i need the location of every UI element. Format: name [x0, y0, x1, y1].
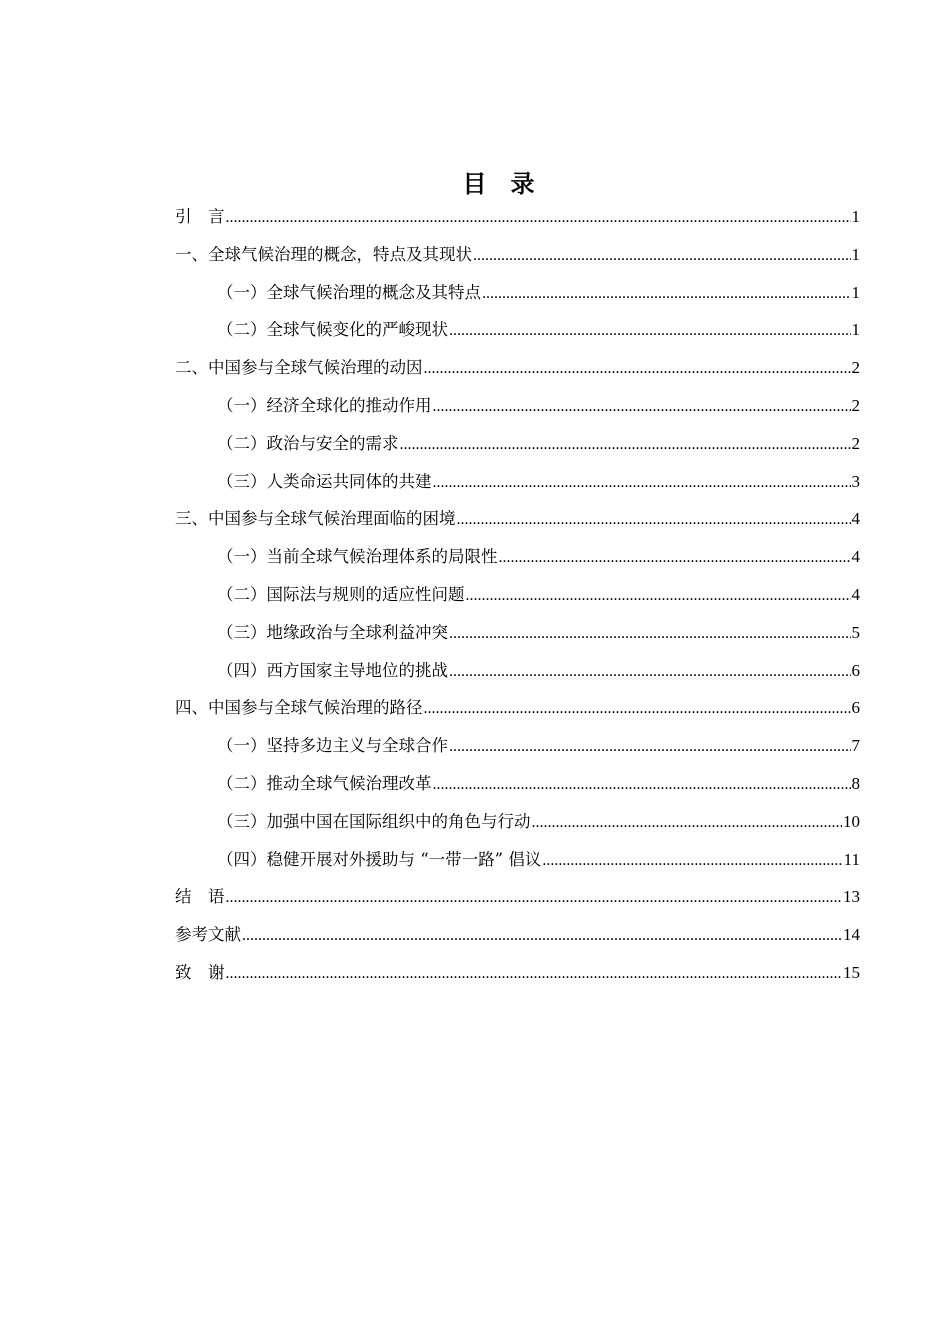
toc-entry[interactable] — [175, 803, 860, 841]
toc-title: 目 录 — [462, 170, 535, 199]
toc-dot-leader — [400, 426, 851, 464]
toc-page-number: 14 — [843, 925, 860, 945]
toc-dot-leader — [226, 955, 843, 993]
toc-page-number: 2 — [851, 433, 860, 453]
toc-dot-leader — [449, 653, 851, 691]
toc-entry[interactable] — [175, 727, 860, 765]
toc-dot-leader — [226, 199, 851, 237]
toc-dot-leader — [532, 804, 843, 842]
toc-dot-leader — [457, 501, 851, 539]
toc-entry-label: （四）稳健开展对外援助与 “一带一路” 倡议 — [217, 849, 542, 869]
toc-page-number: 4 — [851, 584, 860, 604]
toc-entry-label: 致 谢 — [175, 962, 225, 982]
toc-dot-leader — [242, 917, 842, 955]
toc-page-number: 1 — [851, 282, 860, 302]
toc-entry-label: 引 言 — [175, 207, 225, 226]
toc-entry[interactable] — [175, 236, 860, 274]
toc-page-number: 4 — [851, 509, 860, 529]
toc-entry[interactable] — [175, 463, 860, 501]
toc-entry[interactable] — [175, 500, 860, 538]
toc-entry-label: 结 语 — [175, 887, 225, 907]
toc-page-number: 2 — [851, 358, 860, 378]
toc-entry[interactable] — [175, 311, 860, 349]
toc-entry-label: （二）国际法与规则的适应性问题 — [217, 584, 465, 604]
toc-page-number: 1 — [851, 207, 860, 226]
toc-dot-leader — [424, 690, 851, 728]
toc-entry-label: 一、全球气候治理的概念，特点及其现状 — [175, 244, 472, 264]
toc-dot-leader — [226, 879, 843, 917]
toc-entry[interactable] — [175, 576, 860, 614]
toc-dot-leader — [433, 388, 851, 426]
toc-dot-leader — [473, 237, 851, 275]
toc-entry[interactable] — [175, 916, 860, 954]
toc-dot-leader — [433, 766, 851, 804]
toc-entry[interactable] — [175, 198, 860, 236]
toc-dot-leader — [449, 728, 851, 766]
toc-page-number: 2 — [851, 395, 860, 415]
toc-page-number: 1 — [851, 244, 860, 264]
toc-page-number: 8 — [851, 773, 860, 793]
toc-entry-label: 四、中国参与全球气候治理的路径 — [175, 698, 423, 718]
toc-entry[interactable] — [175, 538, 860, 576]
toc-dot-leader — [433, 464, 851, 502]
toc-entry[interactable] — [175, 765, 860, 803]
table-of-contents — [175, 198, 860, 992]
toc-entry[interactable] — [175, 349, 860, 387]
toc-entry[interactable] — [175, 274, 860, 312]
toc-entry[interactable] — [175, 954, 860, 992]
toc-entry-label: 参考文献 — [175, 925, 241, 945]
toc-page-number: 15 — [843, 962, 860, 982]
toc-dot-leader — [499, 539, 851, 577]
toc-entry[interactable] — [175, 614, 860, 652]
toc-entry-label: （三）人类命运共同体的共建 — [217, 471, 432, 491]
toc-entry-label: （三）加强中国在国际组织中的角色与行动 — [217, 811, 531, 831]
toc-entry-label: （一）经济全球化的推动作用 — [217, 395, 432, 415]
toc-entry-label: 二、中国参与全球气候治理的动因 — [175, 358, 423, 378]
toc-page-number: 6 — [851, 698, 860, 718]
toc-dot-leader — [542, 842, 842, 880]
toc-dot-leader — [424, 350, 851, 388]
toc-entry-label: （二）政治与安全的需求 — [217, 433, 399, 453]
toc-entry[interactable] — [175, 689, 860, 727]
toc-entry-label: （四）西方国家主导地位的挑战 — [217, 660, 448, 680]
toc-dot-leader — [449, 615, 851, 653]
toc-page-number: 11 — [843, 849, 860, 869]
toc-page-number: 7 — [851, 736, 860, 756]
toc-page-number: 6 — [851, 660, 860, 680]
toc-entry-label: （一）当前全球气候治理体系的局限性 — [217, 547, 498, 567]
toc-entry-label: （三）地缘政治与全球利益冲突 — [217, 622, 448, 642]
toc-entry[interactable] — [175, 425, 860, 463]
toc-entry[interactable] — [175, 387, 860, 425]
toc-entry-label: （一）坚持多边主义与全球合作 — [217, 736, 448, 756]
toc-dot-leader — [449, 312, 851, 350]
toc-dot-leader — [466, 577, 851, 615]
toc-dot-leader — [482, 275, 851, 313]
toc-entry-label: （二）推动全球气候治理改革 — [217, 773, 432, 793]
toc-entry-label: （二）全球气候变化的严峻现状 — [217, 320, 448, 340]
toc-page-number: 13 — [843, 887, 860, 907]
toc-page-number: 3 — [851, 471, 860, 491]
toc-page-number: 4 — [851, 547, 860, 567]
toc-entry[interactable] — [175, 878, 860, 916]
toc-page-number: 5 — [851, 622, 860, 642]
toc-page-number: 1 — [851, 320, 860, 340]
toc-entry-label: 三、中国参与全球气候治理面临的困境 — [175, 509, 456, 529]
toc-entry[interactable] — [175, 841, 860, 879]
toc-entry[interactable] — [175, 652, 860, 690]
toc-page-number: 10 — [843, 811, 860, 831]
toc-entry-label: （一）全球气候治理的概念及其特点 — [217, 282, 481, 302]
